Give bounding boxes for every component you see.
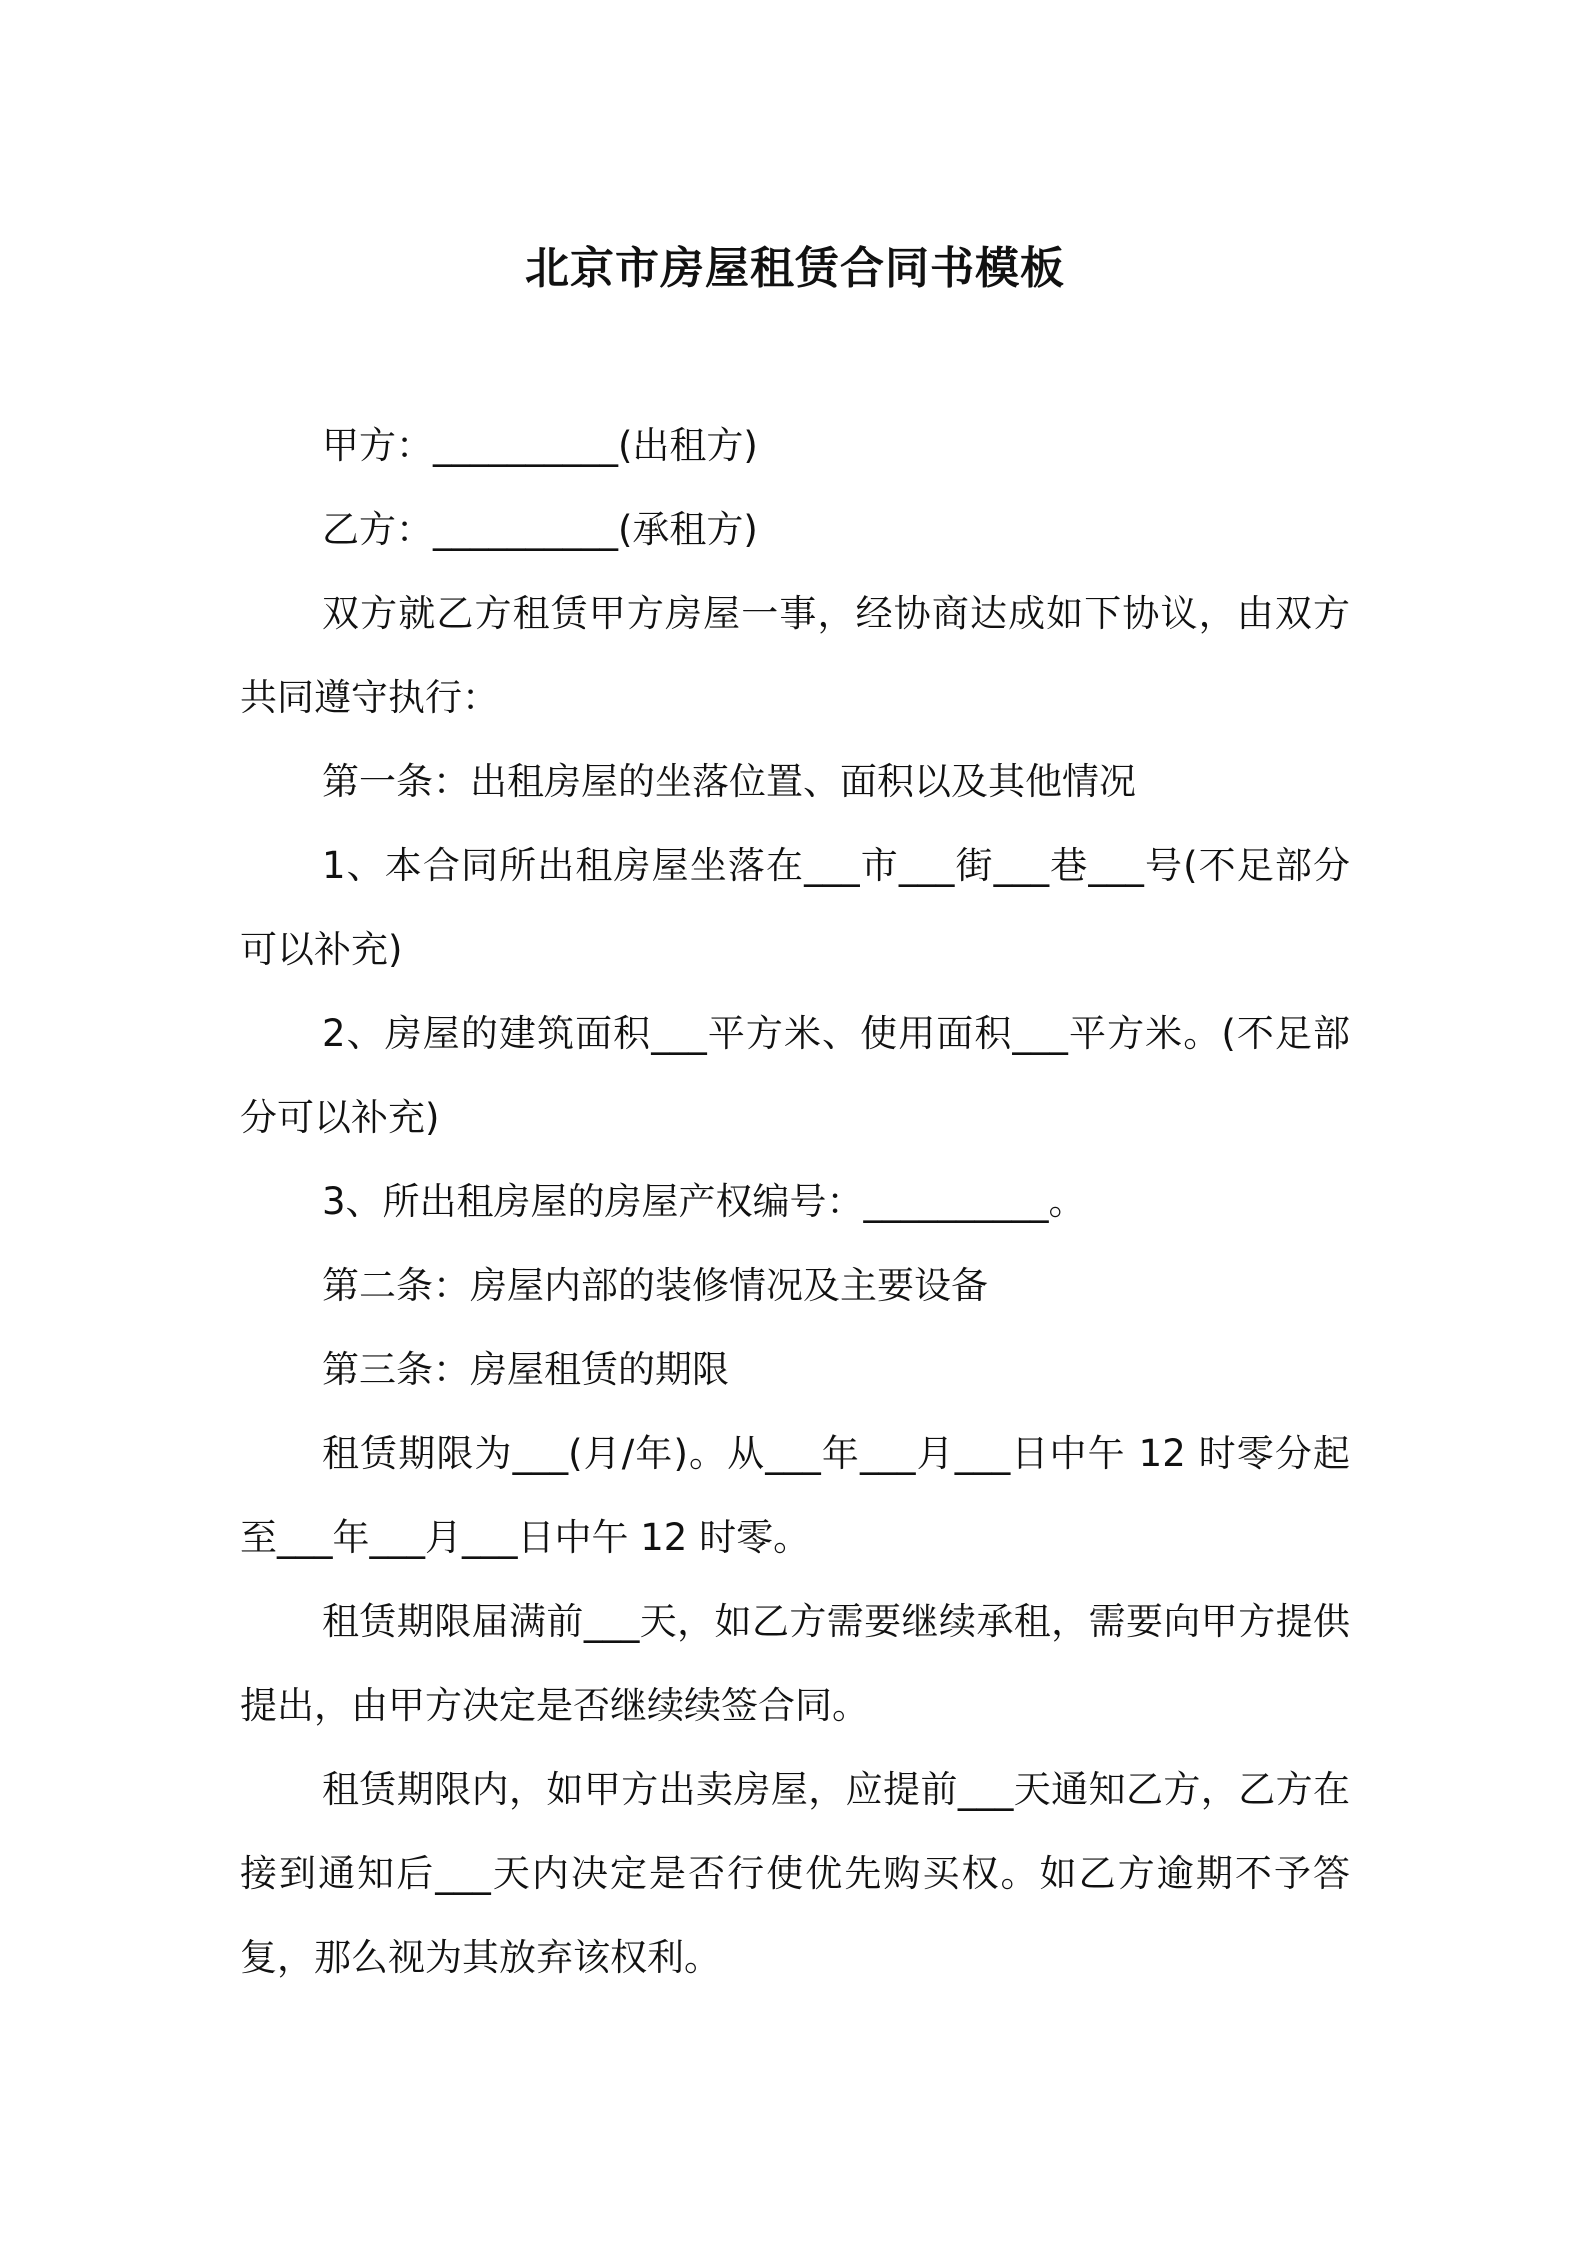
article-2-heading: 第二条：房屋内部的装修情况及主要设备	[322, 1264, 988, 1307]
agreement-intro: 双方就乙方租赁甲方房屋一事，经协商达成如下协议，由双方共同遵守执行：	[240, 592, 1350, 719]
document-title: 北京市房屋租赁合同书模板	[525, 243, 1065, 295]
clause-3-property-number: 3、所出租房屋的房屋产权编号：__________。	[322, 1180, 1086, 1223]
lease-renewal-paragraph: 租赁期限届满前___天，如乙方需要继续承租，需要向甲方提供提出，由甲方决定是否继续续签合同。	[240, 1600, 1350, 1727]
preemptive-right-paragraph: 租赁期限内，如甲方出卖房屋，应提前___天通知乙方，乙方在接到通知后___天内决定是否行使优先购买权。如乙方逾期不予答复，那么视为其放弃该权利。	[240, 1768, 1350, 1979]
clause-2-area: 2、房屋的建筑面积___平方米、使用面积___平方米。(不足部分可以补充)	[240, 1012, 1350, 1139]
party-a-line: 甲方：__________(出租方)	[322, 424, 758, 467]
document-body	[240, 404, 1350, 2000]
lease-term-paragraph: 租赁期限为___(月/年)。从___年___月___日中午 12 时零分起至___年___月___日中午 12 时零。	[240, 1432, 1350, 1559]
article-1-heading: 第一条：出租房屋的坐落位置、面积以及其他情况	[322, 760, 1136, 803]
article-3-heading: 第三条：房屋租赁的期限	[322, 1348, 729, 1391]
party-b-line: 乙方：__________(承租方)	[322, 508, 758, 551]
clause-1-location: 1、本合同所出租房屋坐落在___市___街___巷___号(不足部分可以补充)	[240, 844, 1350, 971]
